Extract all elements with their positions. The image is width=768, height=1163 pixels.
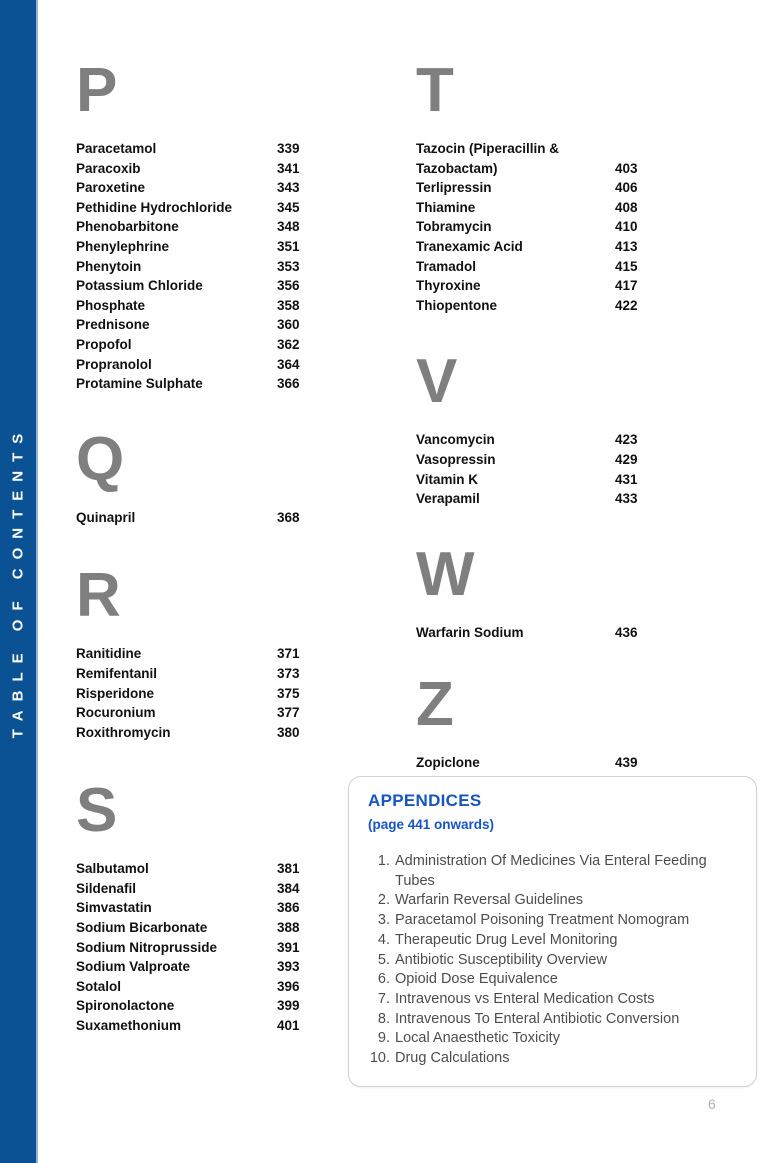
toc-entry[interactable] — [76, 957, 316, 977]
toc-entry-name: Salbutamol — [76, 861, 149, 877]
toc-entry-list — [76, 644, 316, 742]
toc-entry[interactable] — [416, 430, 651, 450]
toc-entry-name: Phenylephrine — [76, 238, 170, 254]
toc-entry-name: Vancomycin — [416, 432, 495, 448]
toc-entry-page-number: 436 — [615, 624, 638, 640]
toc-entry-page-number: 401 — [277, 1018, 300, 1034]
appendix-item-text: Antibiotic Susceptibility Overview — [395, 951, 607, 968]
toc-entry-name: Quinapril — [76, 509, 136, 525]
toc-entry[interactable] — [76, 508, 316, 528]
toc-entry-name: Phosphate — [76, 297, 146, 313]
section-letter-heading: V — [416, 347, 458, 417]
section-letter-heading: P — [76, 56, 118, 125]
toc-entry[interactable] — [416, 139, 638, 178]
toc-entry[interactable] — [76, 159, 316, 179]
appendix-item-text: Drug Calculations — [395, 1050, 510, 1067]
toc-entry-name: Suxamethonium — [76, 1018, 182, 1034]
toc-entry-name: Tazocin (Piperacillin & Tazobactam) — [416, 141, 560, 176]
toc-entry[interactable] — [416, 217, 651, 237]
toc-entry-list — [416, 430, 651, 508]
toc-entry-page-number: 351 — [277, 238, 300, 254]
toc-entry-name: Tobramycin — [416, 219, 492, 235]
toc-entry[interactable] — [76, 938, 316, 958]
appendix-item-number: 1. — [377, 853, 390, 869]
toc-section-r — [76, 561, 316, 742]
sidebar-spine-label — [0, 0, 36, 1163]
toc-entry-name: Sodium Valproate — [76, 959, 191, 975]
appendix-item-text: Warfarin Reversal Guidelines — [395, 892, 584, 909]
table-of-contents-label: TABLE OF CONTENTS — [9, 424, 27, 739]
appendix-list-item[interactable] — [368, 1049, 744, 1069]
toc-entry-name: Sotalol — [76, 978, 122, 994]
toc-entry[interactable] — [416, 450, 651, 470]
toc-entry-page-number: 356 — [277, 278, 300, 294]
toc-entry-page-number: 403 — [615, 160, 638, 176]
toc-entry[interactable] — [76, 1016, 316, 1036]
toc-entry-name: Rocuronium — [76, 705, 156, 721]
toc-entry-name: Protamine Sulphate — [76, 376, 203, 392]
toc-entry-page-number: 339 — [277, 141, 300, 156]
toc-entry[interactable] — [76, 257, 316, 277]
toc-entry-name: Sodium Bicarbonate — [76, 920, 208, 936]
appendix-list-item[interactable] — [368, 1029, 744, 1049]
toc-entry-name: Remifentanil — [76, 665, 158, 681]
toc-entry-name: Spironolactone — [76, 998, 175, 1014]
appendix-item-number: 6. — [377, 971, 390, 988]
toc-entry-page-number: 384 — [277, 880, 300, 896]
toc-entry-name: Thiopentone — [416, 297, 497, 313]
appendix-item-text: Intravenous vs Enteral Medication Costs — [395, 990, 655, 1007]
toc-entry[interactable] — [416, 623, 651, 643]
appendix-item-number: 4. — [377, 931, 390, 948]
appendix-item-text: Therapeutic Drug Level Monitoring — [395, 931, 618, 948]
toc-entry-list — [76, 859, 316, 1035]
toc-entry[interactable] — [76, 703, 316, 723]
appendix-item-text: Opioid Dose Equivalence — [395, 971, 558, 988]
toc-entry[interactable] — [76, 237, 316, 257]
section-letter-heading: W — [416, 539, 475, 609]
page-number: 6 — [708, 1096, 716, 1112]
appendix-list-item[interactable] — [368, 911, 744, 931]
toc-entry-name: Paroxetine — [76, 180, 146, 196]
toc-entry-name: Paracetamol — [76, 141, 157, 156]
toc-entry[interactable] — [76, 198, 316, 218]
toc-entry-page-number: 429 — [615, 451, 638, 467]
section-letter-heading: T — [416, 56, 454, 125]
toc-entry-page-number: 415 — [615, 258, 638, 274]
toc-entry-page-number: 388 — [277, 920, 300, 936]
toc-entry[interactable] — [416, 296, 651, 316]
toc-entry-page-number: 360 — [277, 317, 300, 333]
toc-entry-page-number: 423 — [615, 432, 638, 448]
appendix-item-number: 5. — [377, 951, 390, 968]
appendix-item-text: Paracetamol Poisoning Treatment Nomogram — [395, 912, 690, 929]
appendix-list-item[interactable] — [368, 1010, 744, 1030]
toc-entry-page-number: 371 — [277, 646, 300, 662]
toc-entry-name: Potassium Chloride — [76, 278, 203, 294]
appendix-item-text: Administration Of Medicines Via Enteral Feeding Tubes — [395, 853, 707, 889]
toc-entry-name: Phenytoin — [76, 258, 142, 274]
toc-entry-name: Tranexamic Acid — [416, 238, 523, 254]
toc-entry-page-number: 386 — [277, 900, 300, 916]
toc-entry[interactable] — [416, 470, 651, 490]
toc-entry-name: Verapamil — [416, 491, 480, 507]
toc-entry[interactable] — [76, 217, 316, 237]
toc-entry-page-number: 417 — [615, 278, 638, 294]
toc-entry-page-number: 341 — [277, 160, 300, 176]
toc-section-s — [76, 776, 316, 1035]
toc-entry-list — [416, 139, 651, 315]
toc-entry-page-number: 362 — [277, 336, 300, 352]
appendix-list-item[interactable] — [368, 970, 744, 990]
toc-entry[interactable] — [76, 996, 316, 1016]
toc-section-p — [76, 56, 316, 394]
toc-entry[interactable] — [76, 723, 316, 743]
toc-entry-page-number: 439 — [615, 755, 638, 771]
appendix-list-item[interactable] — [368, 891, 744, 911]
toc-section-q — [76, 424, 316, 528]
toc-entry-name: Sodium Nitroprusside — [76, 939, 218, 955]
toc-entry-name: Tramadol — [416, 258, 477, 274]
section-letter-heading: R — [76, 561, 121, 631]
toc-entry-page-number: 406 — [615, 180, 638, 196]
toc-entry-page-number: 366 — [277, 376, 300, 392]
toc-entry[interactable] — [76, 276, 316, 296]
toc-entry-page-number: 358 — [277, 297, 300, 313]
toc-entry-name: Propofol — [76, 336, 132, 352]
appendix-list-item[interactable] — [368, 931, 744, 951]
toc-entry-page-number: 368 — [277, 509, 300, 525]
toc-entry[interactable] — [76, 859, 316, 879]
toc-entry[interactable] — [76, 315, 316, 335]
toc-entry-name: Roxithromycin — [76, 724, 171, 740]
appendix-item-number: 10. — [369, 1050, 390, 1067]
toc-column-left — [76, 56, 316, 1036]
toc-entry[interactable] — [76, 977, 316, 997]
toc-entry-name: Risperidone — [76, 685, 155, 701]
toc-entry[interactable] — [76, 664, 316, 684]
toc-entry[interactable] — [76, 644, 316, 664]
appendix-list-item[interactable] — [368, 852, 744, 891]
toc-section-t — [416, 56, 651, 315]
toc-section-z — [416, 670, 651, 773]
appendices-list — [368, 852, 744, 1069]
toc-entry-name: Ranitidine — [76, 646, 142, 662]
toc-entry[interactable] — [76, 355, 316, 375]
toc-entry-page-number: 422 — [615, 297, 638, 313]
sidebar-spine-edge — [36, 0, 38, 1163]
toc-entry-page-number: 345 — [277, 199, 300, 215]
toc-entry[interactable] — [76, 335, 316, 355]
toc-section-v — [416, 347, 651, 508]
toc-entry-page-number: 343 — [277, 180, 300, 196]
appendix-item-text: Local Anaesthetic Toxicity — [395, 1030, 560, 1047]
toc-entry[interactable] — [416, 489, 651, 509]
appendices-title: APPENDICES — [368, 791, 482, 810]
section-letter-heading: Z — [416, 670, 454, 740]
toc-entry-page-number: 377 — [277, 705, 300, 721]
toc-entry-page-number: 433 — [615, 491, 638, 507]
appendix-item-number: 9. — [377, 1030, 390, 1047]
appendix-list-item[interactable] — [368, 951, 744, 971]
toc-entry[interactable] — [416, 257, 651, 277]
toc-entry-name: Phenobarbitone — [76, 219, 179, 235]
toc-entry-page-number: 396 — [277, 978, 300, 994]
section-letter-heading: S — [76, 776, 118, 846]
appendix-list-item[interactable] — [368, 990, 744, 1010]
toc-entry[interactable] — [76, 139, 316, 159]
toc-entry-name: Warfarin Sodium — [416, 624, 524, 640]
appendices-panel — [348, 776, 757, 1087]
appendix-item-text: Intravenous To Enteral Antibiotic Conversion — [395, 1010, 680, 1027]
toc-entry-list — [416, 623, 651, 643]
toc-entry-page-number: 364 — [277, 356, 300, 372]
toc-entry-page-number: 399 — [277, 998, 300, 1014]
toc-entry[interactable] — [76, 898, 316, 918]
toc-entry-page-number: 381 — [277, 861, 300, 877]
toc-entry-page-number: 410 — [615, 219, 638, 235]
section-letter-heading: Q — [76, 424, 125, 494]
toc-entry[interactable] — [76, 374, 316, 394]
appendix-item-number: 7. — [377, 990, 390, 1007]
toc-entry[interactable] — [416, 237, 651, 257]
toc-entry-name: Sildenafil — [76, 880, 137, 896]
toc-entry-name: Simvastatin — [76, 900, 152, 916]
appendices-subtitle: (page 441 onwards) — [368, 817, 495, 832]
toc-entry-list — [76, 508, 316, 528]
toc-entry[interactable] — [416, 198, 651, 218]
toc-entry-name: Vitamin K — [416, 471, 479, 487]
toc-entry-page-number: 380 — [277, 724, 300, 740]
toc-entry-page-number: 348 — [277, 219, 300, 235]
toc-entry-list — [76, 139, 316, 394]
toc-entry-name: Vasopressin — [416, 451, 496, 467]
toc-entry[interactable] — [76, 918, 316, 938]
toc-entry-name: Zopiclone — [416, 755, 480, 771]
toc-entry-page-number: 373 — [277, 665, 300, 681]
toc-entry-name: Pethidine Hydrochloride — [76, 199, 233, 215]
appendix-item-number: 8. — [377, 1010, 390, 1027]
toc-entry-page-number: 391 — [277, 939, 300, 955]
toc-entry-name: Thiamine — [416, 199, 476, 215]
toc-entry-page-number: 413 — [615, 238, 638, 254]
toc-entry-name: Prednisone — [76, 317, 150, 333]
toc-section-w — [416, 539, 651, 643]
toc-entry-list — [416, 753, 651, 773]
toc-entry[interactable] — [416, 178, 651, 198]
toc-entry-name: Terlipressin — [416, 180, 492, 196]
toc-entry-page-number: 353 — [277, 258, 300, 274]
toc-entry-name: Thyroxine — [416, 278, 481, 294]
toc-entry-name: Propranolol — [76, 356, 152, 372]
toc-entry-page-number: 408 — [615, 199, 638, 215]
toc-entry[interactable] — [76, 296, 316, 316]
appendix-item-number: 2. — [377, 892, 390, 909]
appendix-item-number: 3. — [377, 912, 390, 929]
toc-entry[interactable] — [76, 879, 316, 899]
toc-entry[interactable] — [76, 684, 316, 704]
toc-entry-page-number: 393 — [277, 959, 300, 975]
toc-entry[interactable] — [416, 753, 651, 773]
toc-entry-page-number: 431 — [615, 471, 638, 487]
toc-entry[interactable] — [76, 178, 316, 198]
toc-entry[interactable] — [416, 276, 651, 296]
toc-entry-page-number: 375 — [277, 685, 300, 701]
toc-entry-name: Paracoxib — [76, 160, 141, 176]
toc-column-right — [416, 56, 651, 773]
